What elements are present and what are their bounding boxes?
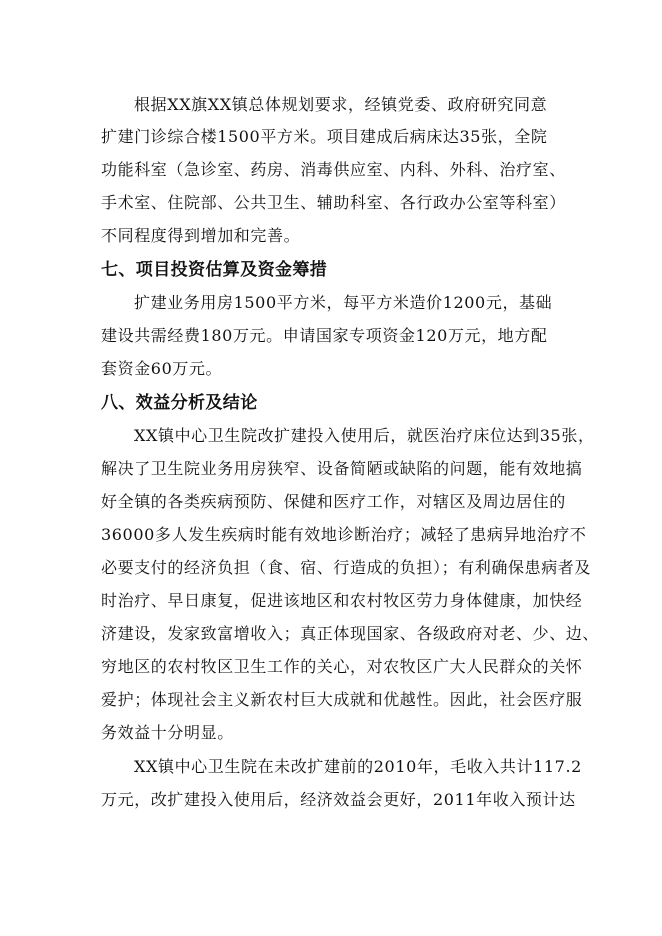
paragraph-1-line-5: 不同程度得到增加和完善。 [101,226,301,245]
section-7-line-1: 扩建业务用房1500平方米，每平方米造价1200元，基础 [134,293,553,312]
section-8-paragraph-a-line-8: 穷地区的农村牧区卫生工作的关心，对农牧区广大人民群众的关怀 [101,657,583,676]
paragraph-1-line-3: 功能科室（急诊室、药房、消毒供应室、内科、外科、治疗室、 [101,160,566,179]
section-8-paragraph-a-line-6: 时治疗、早日康复，促进该地区和农村牧区劳力身体健康，加快经 [101,591,583,610]
section-8-paragraph-a-line-5: 必要支付的经济负担（食、宿、行造成的负担）；有利确保患病者及 [101,558,592,577]
section-8-paragraph-a-line-2: 解决了卫生院业务用房狭窄、设备简陋或缺陷的问题，能有效地搞 [101,459,583,478]
section-8-paragraph-a-line-4: 36000多人发生疾病时能有效地诊断治疗；减轻了患病异地治疗不 [101,525,587,544]
section-8-paragraph-a-line-10: 务效益十分明显。 [101,723,234,742]
section-8-heading: 八、效益分析及结论 [101,393,258,413]
paragraph-1-line-1: 根据XX旗XX镇总体规划要求，经镇党委、政府研究同意 [134,95,548,114]
paragraph-1-line-2: 扩建门诊综合楼1500平方米。项目建成后病床达35张，全院 [101,127,548,146]
section-7-line-3: 套资金60万元。 [101,359,223,378]
section-7-line-2: 建设共需经费180万元。申请国家专项资金120万元，地方配 [101,326,548,345]
section-8-paragraph-a-line-1: XX镇中心卫生院改扩建投入使用后，就医治疗床位达到35张， [134,426,595,445]
section-8-paragraph-b-line-2: 万元，改扩建投入使用后，经济效益会更好，2011年收入预计达 [101,790,576,809]
section-8-paragraph-b-line-1: XX镇中心卫生院在未改扩建前的2010年，毛收入共计117.2 [134,757,582,776]
section-8-paragraph-a-line-9: 爱护；体现社会主义新农村巨大成就和优越性。因此，社会医疗服 [101,690,583,709]
section-7-heading: 七、项目投资估算及资金筹措 [101,260,328,280]
section-8-paragraph-a-line-3: 好全镇的各类疾病预防、保健和医疗工作，对辖区及周边居住的 [101,492,566,511]
section-8-paragraph-a-line-7: 济建设，发家致富增收入；真正体现国家、各级政府对老、少、边、 [101,624,600,643]
paragraph-1-line-4: 手术室、住院部、公共卫生、辅助科室、各行政办公室等科室） [101,193,566,212]
